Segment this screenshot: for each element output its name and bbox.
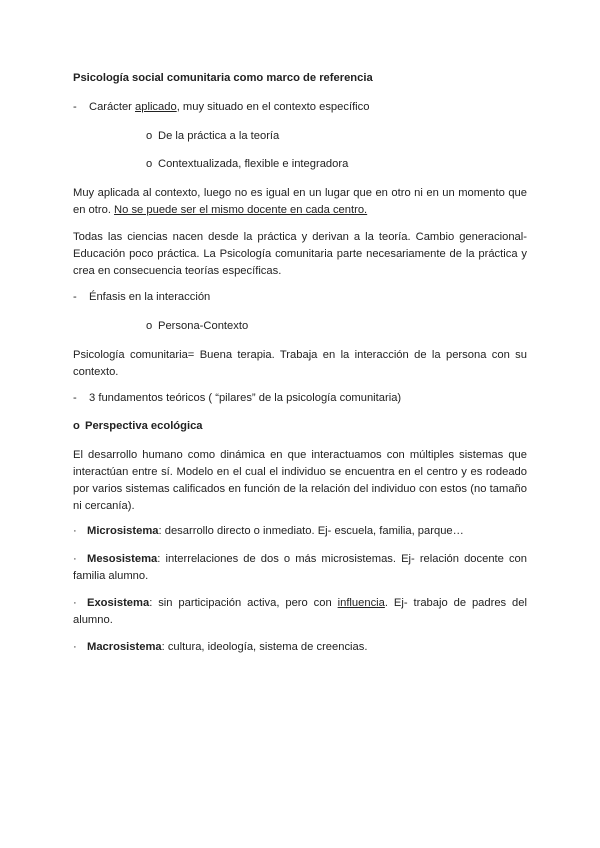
system-term: Microsistema [87, 525, 159, 537]
heading-text: Perspectiva ecológica [85, 420, 203, 432]
bullet-text: , muy situado en el contexto específico [176, 101, 370, 113]
sub-item-text: Contextualizada, flexible e integradora [158, 158, 349, 170]
dot-marker: · [73, 597, 77, 609]
system-description: : desarrollo directo o inmediato. Ej- escuela, familia, parque… [158, 525, 464, 537]
sub-item-contextualizada [146, 156, 348, 173]
system-term: Macrosistema [87, 641, 162, 653]
paragraph-psicologia-comunitaria: Psicología comunitaria= Buena terapia. Trabaja en la interacción de la persona con su contexto. [73, 349, 527, 378]
dash-marker: - [73, 101, 77, 113]
document-title: Psicología social comunitaria como marco de referencia [73, 72, 373, 84]
system-description: . Ej- trabajo de padres del alumno. [73, 597, 527, 626]
bullet-enfasis [73, 289, 527, 306]
circle-marker: o [146, 158, 153, 170]
system-item-mesosistema [73, 551, 527, 585]
section-heading-perspectiva-ecologica [73, 418, 527, 435]
dot-marker: · [73, 525, 77, 537]
underlined-sentence: No se puede ser el mismo docente en cada centro. [114, 204, 368, 216]
paragraph-desarrollo-humano: El desarrollo humano como dinámica en que interactuamos con múltiples sistemas que interactúan entre sí. Modelo en el cual el individuo se encuentra en el centro y es rodeado por varios sistemas calificados en función de la relación del individuo con estos (no tamaño ni cercanía). [73, 449, 527, 512]
dash-marker: - [73, 291, 77, 303]
system-item-exosistema [73, 595, 527, 629]
bullet-text: Énfasis en la interacción [89, 291, 211, 303]
sub-item-persona-contexto [146, 318, 248, 335]
bullet-caracter-aplicado [73, 99, 527, 116]
circle-marker: o [73, 420, 80, 432]
system-description: : interrelaciones de dos o más microsistemas. Ej- relación docente con familia alumno. [73, 553, 527, 582]
underlined-word: influencia [337, 597, 385, 609]
paragraph-ciencias: Todas las ciencias nacen desde la práctica y derivan a la teoría. Cambio generacional- Educación poco práctica. La Psicología comunitaria parte necesariamente de la práctica y crea en consecuencia teorías específicas. [73, 231, 527, 277]
paragraph-contexto [73, 185, 527, 219]
system-description: : cultura, ideología, sistema de creencias. [161, 641, 368, 653]
bullet-fundamentos [73, 390, 527, 407]
system-term: Exosistema [87, 597, 150, 609]
circle-marker: o [146, 320, 153, 332]
circle-marker: o [146, 130, 153, 142]
system-description: : sin participación activa, pero con [149, 597, 338, 609]
bullet-text: 3 fundamentos teóricos ( “pilares” de la psicología comunitaria) [89, 392, 402, 404]
system-item-macrosistema [73, 639, 527, 656]
sub-item-text: De la práctica a la teoría [158, 130, 280, 142]
system-item-microsistema [73, 523, 527, 540]
underlined-word: aplicado [135, 101, 177, 113]
bullet-text: Carácter [89, 101, 136, 113]
sub-item-text: Persona-Contexto [158, 320, 249, 332]
sub-item-practica-teoria [146, 128, 279, 145]
dot-marker: · [73, 641, 77, 653]
paragraph-text: Muy aplicada al contexto, luego no es igual en un lugar que en otro ni en un momento que en otro. [73, 187, 527, 216]
dash-marker: - [73, 392, 77, 404]
dot-marker: · [73, 553, 77, 565]
system-term: Mesosistema [87, 553, 158, 565]
